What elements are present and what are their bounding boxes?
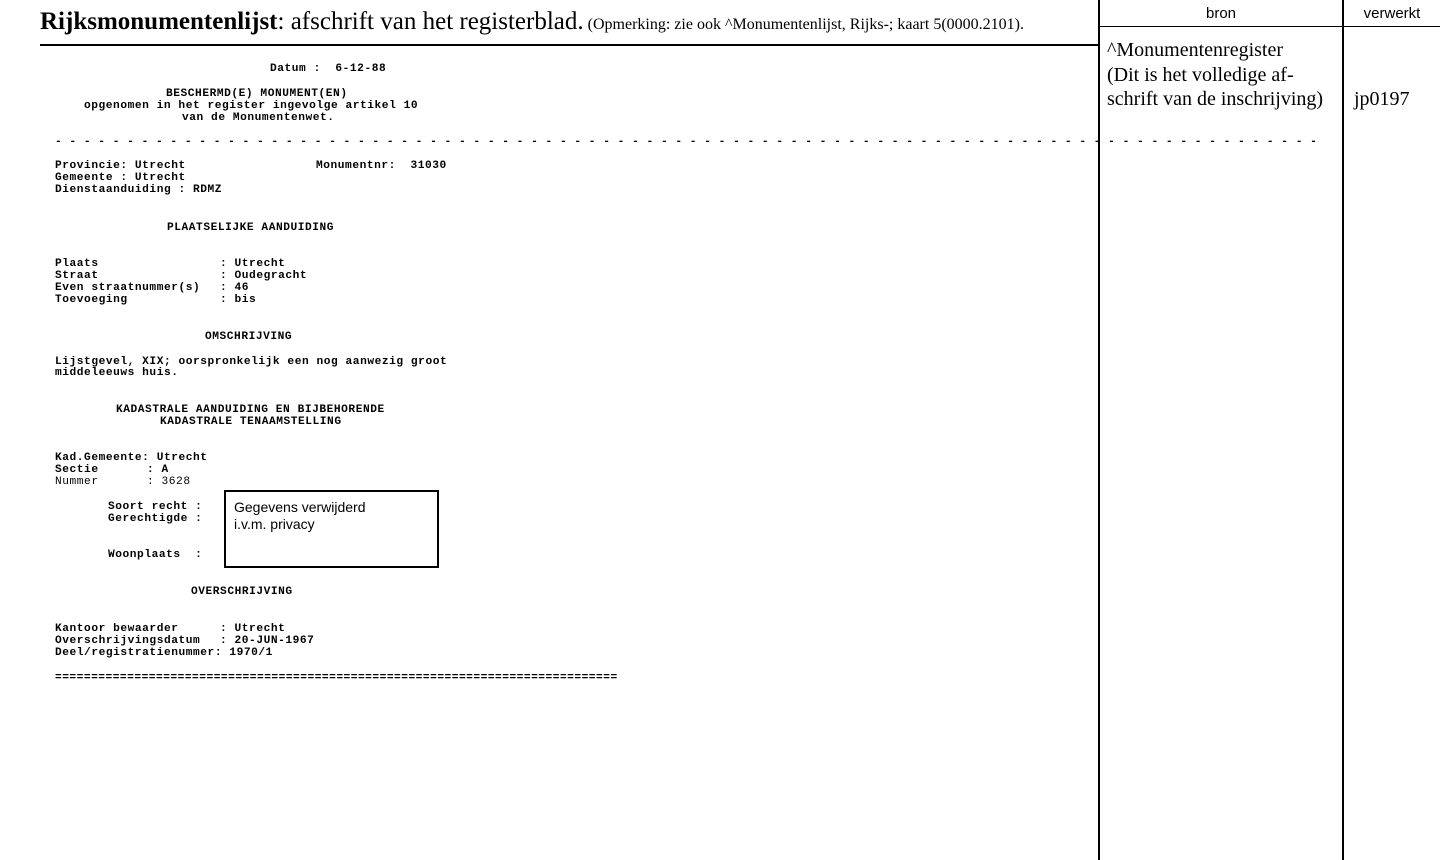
section-kadastraal: KADASTRALE AANDUIDING EN BIJBEHORENDE xyxy=(116,404,385,416)
bron-line: ^Monumentenregister xyxy=(1107,39,1284,61)
plaats-value: : Utrecht xyxy=(220,258,286,270)
heading-monumentenwet: van de Monumentenwet. xyxy=(182,112,335,124)
bron-text xyxy=(1107,38,1342,112)
toevoeging-label: Toevoeging xyxy=(55,294,128,306)
section-kadastraal-2: KADASTRALE TENAAMSTELLING xyxy=(160,416,342,428)
nummer-value: : 3628 xyxy=(147,476,191,488)
woonplaats-label: Woonplaats : xyxy=(108,549,203,561)
column-divider-bron xyxy=(1098,0,1100,860)
title-bold: Rijksmonumentenlijst xyxy=(40,8,278,35)
overschr-label: Overschrijvingsdatum xyxy=(55,635,201,647)
column-header-rule xyxy=(1098,26,1440,27)
section-plaatselijke: PLAATSELIJKE AANDUIDING xyxy=(167,222,335,234)
monumentnr-row: Monumentnr: 31030 xyxy=(316,160,447,172)
document-title xyxy=(40,8,1024,36)
omschrijving-line: Lijstgevel, XIX; oorspronkelijk een nog aanwezig groot xyxy=(55,356,448,368)
nummer-label: Nummer xyxy=(55,476,99,488)
kantoor-value: : Utrecht xyxy=(220,623,286,635)
sectie-label: Sectie xyxy=(55,464,99,476)
verwerkt-column-header: verwerkt xyxy=(1363,5,1421,22)
dashed-divider: - - - - - - - - - - - - - - - - - - - - - - - - - - - - - - - - - - - - - - - - - - - - - - - - - - - - - - - - - - - - - - - - - - - - - - - - - - - - - - - - - - - - - - - - xyxy=(55,136,1318,148)
heading-beschermd: BESCHERMD(E) MONUMENT(EN) xyxy=(166,88,348,100)
datum-value: 6-12-88 xyxy=(335,63,387,75)
gemeente-row: Gemeente : Utrecht xyxy=(55,172,186,184)
sectie-value: : A xyxy=(147,464,169,476)
straat-value: : Oudegracht xyxy=(220,270,308,282)
straatnr-label: Even straatnummer(s) xyxy=(55,282,201,294)
privacy-line: Gegevens verwijderd xyxy=(234,499,366,515)
privacy-line: i.v.m. privacy xyxy=(234,516,315,532)
provincie-row: Provincie: Utrecht xyxy=(55,160,186,172)
section-omschrijving: OMSCHRIJVING xyxy=(205,331,293,343)
soort-recht-label: Soort recht : xyxy=(108,501,203,513)
straatnr-value: : 46 xyxy=(220,282,250,294)
kantoor-label: Kantoor bewaarder xyxy=(55,623,179,635)
toevoeging-value: : bis xyxy=(220,294,257,306)
overschr-value: : 20-JUN-1967 xyxy=(220,635,315,647)
dienst-row: Dienstaanduiding : RDMZ xyxy=(55,184,223,196)
kadgem-row: Kad.Gemeente: Utrecht xyxy=(55,452,208,464)
bron-line: (Dit is het volledige af- xyxy=(1107,63,1294,86)
datum-line: Datum : 6-12-88 xyxy=(270,63,387,75)
privacy-redaction-box xyxy=(224,490,439,568)
datum-label: Datum xyxy=(270,63,307,75)
title-note: (Opmerking: zie ook ^Monumentenlijst, Rijks-; kaart 5(0000.2101). xyxy=(587,16,1024,33)
title-rest: : afschrift van het registerblad. xyxy=(277,8,584,35)
deel-row: Deel/registratienummer: 1970/1 xyxy=(55,647,273,659)
straat-label: Straat xyxy=(55,270,99,282)
heading-artikel: opgenomen in het register ingevolge artikel 10 xyxy=(84,100,419,112)
bron-line: schrift van de inschrijving) xyxy=(1107,88,1324,110)
verwerkt-value: jp0197 xyxy=(1354,88,1410,110)
gerechtigde-label: Gerechtigde : xyxy=(108,513,203,525)
omschrijving-line: middeleeuws huis. xyxy=(55,367,179,379)
section-overschrijving: OVERSCHRIJVING xyxy=(191,586,293,598)
double-divider: ============================================================================== xyxy=(55,672,618,684)
column-divider-verwerkt xyxy=(1342,0,1344,860)
plaats-label: Plaats xyxy=(55,258,99,270)
bron-column-header: bron xyxy=(1205,5,1237,22)
header-rule xyxy=(40,44,1098,46)
